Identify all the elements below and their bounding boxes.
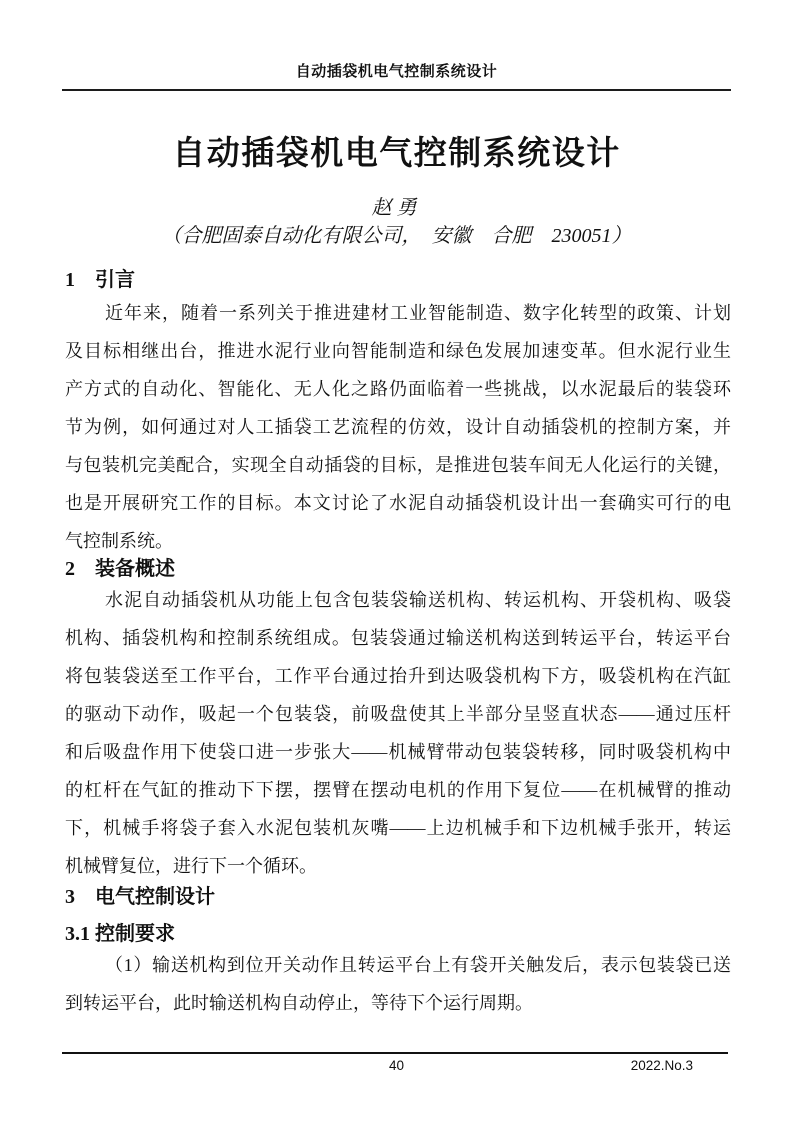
paragraph-line: 与包装机完美配合，实现全自动插袋的目标，是推进包装车间无人化运行的关键， (65, 455, 731, 475)
header-rule (62, 89, 731, 91)
paragraph-line: 产方式的自动化、智能化、无人化之路仍面临着一些挑战，以水泥最后的装袋环 (65, 379, 731, 399)
page-title: 自动插袋机电气控制系统设计 (172, 134, 621, 171)
paragraph-line: 到转运平台，此时输送机构自动停止，等待下个运行周期。 (65, 993, 533, 1013)
paragraph-line: 的杠杆在气缸的推动下下摆，摆臂在摆动电机的作用下复位——在机械臂的推动 (65, 780, 731, 800)
subsection-heading-3-1: 3.1 控制要求 (65, 923, 175, 945)
paragraph-line: 水泥自动插袋机从功能上包含包装袋输送机构、转运机构、开袋机构、吸袋 (105, 590, 731, 610)
paragraph-line: 和后吸盘作用下使袋口进一步张大——机械臂带动包装袋转移，同时吸袋机构中 (65, 742, 731, 762)
section-heading-2: 2 装备概述 (65, 558, 175, 580)
footer-rule (62, 1052, 728, 1054)
paragraph-line: 的驱动下动作，吸起一个包装袋，前吸盘使其上半部分呈竖直状态——通过压杆 (65, 704, 731, 724)
section-1-paragraph (65, 294, 731, 560)
author-affiliation: （合肥固泰自动化有限公司， 安徽 合肥 230051） (161, 225, 632, 247)
paragraph-line: 气控制系统。 (65, 531, 173, 551)
paragraph-line: 机构、插袋机构和控制系统组成。包装袋通过输送机构送到转运平台，转运平台 (65, 628, 731, 648)
paragraph-line: 也是开展研究工作的目标。本文讨论了水泥自动插袋机设计出一套确实可行的电 (65, 493, 731, 513)
paragraph-line: 下，机械手将袋子套入水泥包装机灰嘴——上边机械手和下边机械手张开，转运 (65, 818, 731, 838)
section-heading-3: 3 电气控制设计 (65, 886, 215, 908)
paragraph-line: 机械臂复位，进行下一个循环。 (65, 856, 317, 876)
page-number: 40 (388, 1058, 405, 1073)
section-2-paragraph (65, 581, 731, 885)
paragraph-line: 及目标相继出台，推进水泥行业向智能制造和绿色发展加速变革。但水泥行业生 (65, 341, 731, 361)
issue-number: 2022.No.3 (630, 1058, 693, 1073)
paragraph-line: 节为例，如何通过对人工插袋工艺流程的仿效，设计自动插袋机的控制方案，并 (65, 417, 731, 437)
subsection-3-1-paragraph (65, 946, 731, 1022)
paragraph-line: 将包装袋送至工作平台，工作平台通过抬升到达吸袋机构下方，吸袋机构在汽缸 (65, 666, 731, 686)
running-head: 自动插袋机电气控制系统设计 (295, 63, 498, 80)
paragraph-line: （1）输送机构到位开关动作且转运平台上有袋开关触发后，表示包装袋已送 (105, 955, 731, 975)
paragraph-line: 近年来，随着一系列关于推进建材工业智能制造、数字化转型的政策、计划 (105, 303, 731, 323)
section-heading-1: 1 引言 (65, 269, 135, 291)
author-name: 赵勇 (371, 197, 422, 219)
